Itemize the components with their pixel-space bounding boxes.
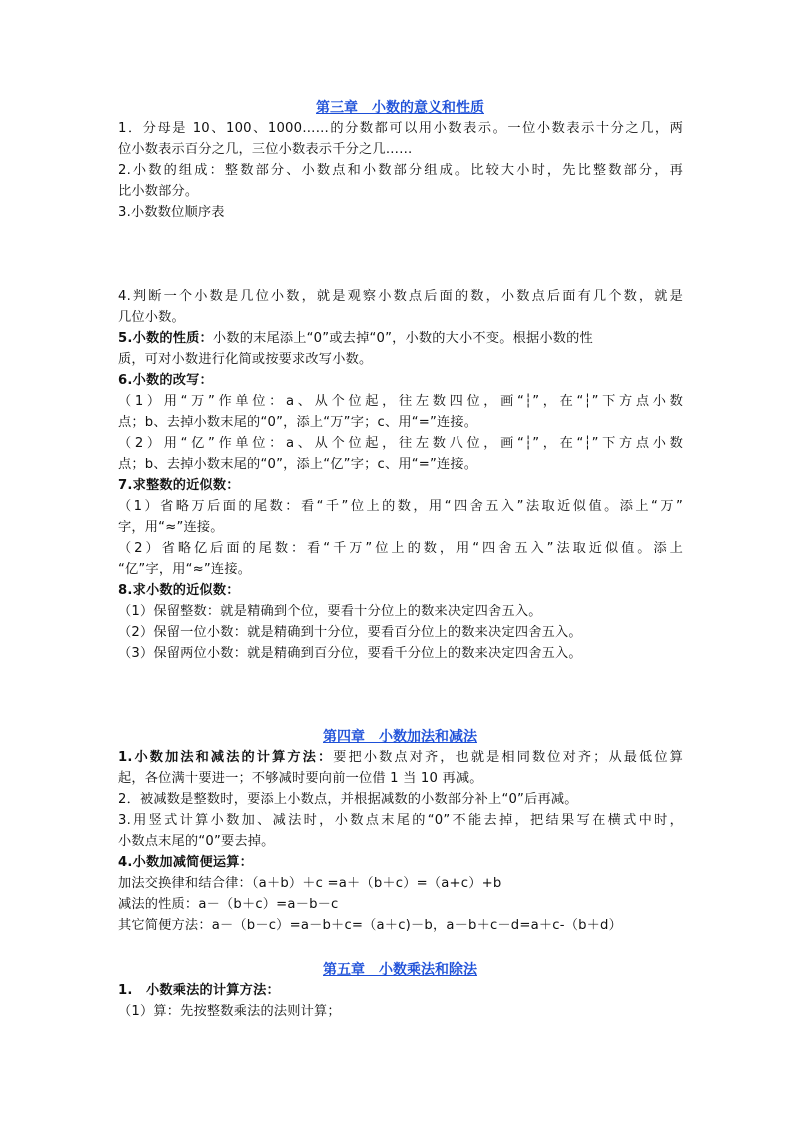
paragraph-line: 加法交换律和结合律：（a＋b）＋c =a＋（b＋c）=（a+c）+b xyxy=(118,876,502,891)
paragraph-line: （2）用“亿”作单位：a、从个位起，往左数八位，画“┆”，在“┆”下方点小数 xyxy=(118,436,683,451)
section-heading: 6.小数的改写： xyxy=(118,373,213,388)
section-heading: 4.小数加减简便运算： xyxy=(118,855,254,870)
heading-inline: 1.小数加法和减法的计算方法： xyxy=(118,750,334,765)
paragraph-line: （1）省略万后面的尾数：看“千”位上的数，用“四舍五入”法取近似值。添上“万” xyxy=(118,499,683,514)
section-heading: 7.求整数的近似数： xyxy=(118,478,240,493)
paragraph-line xyxy=(118,748,683,768)
paragraph-line: 比小数部分。 xyxy=(118,184,199,199)
paragraph-line: 点；b、去掉小数末尾的“0”，添上“亿”字；c、用“=”连接。 xyxy=(118,457,478,472)
paragraph-line: “亿”字，用“≈”连接。 xyxy=(118,562,252,577)
chapter-4-title: 第四章 小数加法和减法 xyxy=(323,729,477,745)
section-heading: 8.求小数的近似数： xyxy=(118,583,240,598)
paragraph-line: 小数点末尾的“0”要去掉。 xyxy=(118,834,275,849)
paragraph-text: 小数的末尾添上“0”或去掉“0”，小数的大小不变。根据小数的性 xyxy=(212,331,593,346)
paragraph-line: 2．被减数是整数时，要添上小数点，并根据减数的小数部分补上“0”后再减。 xyxy=(118,792,578,807)
paragraph-line: 位小数表示百分之几，三位小数表示千分之几…… xyxy=(118,142,413,157)
chapter-3-title: 第三章 小数的意义和性质 xyxy=(316,100,484,116)
paragraph-line: （1）算：先按整数乘法的法则计算； xyxy=(118,1004,341,1019)
paragraph-line: 1．分母是 10、100、1000……的分数都可以用小数表示。一位小数表示十分之几，两 xyxy=(118,121,683,136)
paragraph-line: （1）用“万”作单位：a、从个位起，往左数四位，画“┆”，在“┆”下方点小数 xyxy=(118,394,683,409)
paragraph-line xyxy=(118,329,683,349)
paragraph-line: （2）省略亿后面的尾数：看“千万”位上的数，用“四舍五入”法取近似值。添上 xyxy=(118,541,683,556)
paragraph-line: 点；b、去掉小数末尾的“0”，添上“万”字；c、用“=”连接。 xyxy=(118,415,478,430)
paragraph-line: 4.判断一个小数是几位小数，就是观察小数点后面的数，小数点后面有几个数，就是 xyxy=(118,289,683,304)
paragraph-line: 3.用竖式计算小数加、减法时，小数点末尾的“0”不能去掉，把结果写在横式中时， xyxy=(118,813,683,828)
paragraph-line: 起，各位满十要进一；不够减时要向前一位借 1 当 10 再减。 xyxy=(118,771,483,786)
paragraph-line: 其它简便方法：a－（b－c）=a－b＋c=（a＋c)－b，a－b＋c－d=a＋c-（b＋d） xyxy=(118,918,623,933)
chapter-5-title: 第五章 小数乘法和除法 xyxy=(323,962,477,978)
section-heading: 1. 小数乘法的计算方法： xyxy=(118,983,280,998)
paragraph-line: （1）保留整数：就是精确到个位，要看十分位上的数来决定四舍五入。 xyxy=(118,604,542,619)
paragraph-line: 字，用“≈”连接。 xyxy=(118,520,224,535)
paragraph-line: 几位小数。 xyxy=(118,310,185,325)
paragraph-line: 减法的性质：a－（b＋c）=a－b－c xyxy=(118,897,339,912)
paragraph-line: （3）保留两位小数：就是精确到百分位，要看千分位上的数来决定四舍五入。 xyxy=(118,646,582,661)
paragraph-line: 质，可对小数进行化简或按要求改写小数。 xyxy=(118,352,373,367)
paragraph-line: 3.小数数位顺序表 xyxy=(118,205,225,220)
heading-inline: 5.小数的性质： xyxy=(118,331,213,346)
paragraph-text: 要把小数点对齐，也就是相同数位对齐；从最低位算 xyxy=(333,750,683,765)
paragraph-line: 2.小数的组成：整数部分、小数点和小数部分组成。比较大小时，先比整数部分，再 xyxy=(118,163,683,178)
paragraph-line: （2）保留一位小数：就是精确到十分位，要看百分位上的数来决定四舍五入。 xyxy=(118,625,582,640)
